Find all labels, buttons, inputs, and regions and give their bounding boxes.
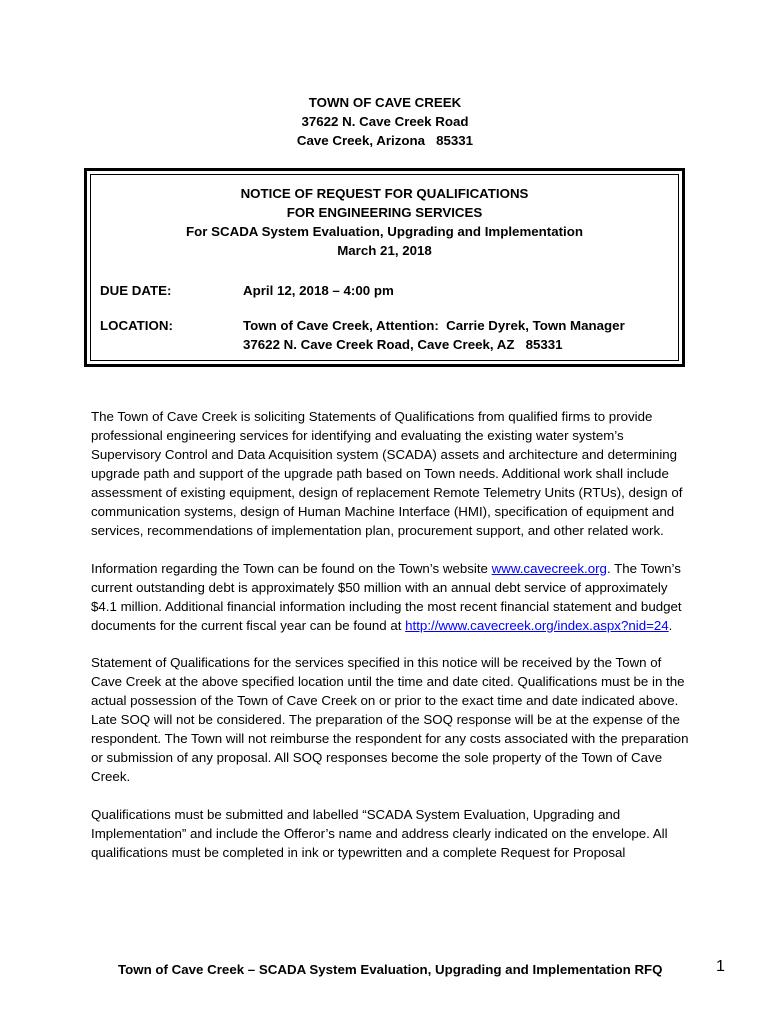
page-footer: Town of Cave Creek – SCADA System Evaluation, Upgrading and Implementation RFQ <box>118 962 663 977</box>
paragraph-solicitation: The Town of Cave Creek is soliciting Statements of Qualifications from qualified firms to provide professional engineering services for identifying and evaluating the existing water system’s Supervisory Control and Data Acquisition system (SCADA) assets and architecture and determining upgrade path and support of the upgrade path based on Town needs. Additional work shall include assessment of existing equipment, design of replacement Remote Telemetry Units (RTUs), design of communication systems, design of Human Machine Interface (HMI), specification of equipment and services, recommendations of implementation plan, procurement support, and other related work. <box>91 409 683 538</box>
due-date-label: DUE DATE: <box>100 283 172 298</box>
notice-box <box>84 168 685 367</box>
location-label: LOCATION: <box>100 318 173 333</box>
location-value <box>243 316 625 354</box>
paragraph-2-text-b: . The Town’s current outstanding debt is approximately $50 million with an annual debt service of approximately $4.1 million. Additional financial information including the most recent financial statement and budget documents for the current fiscal year can be found at <box>91 560 682 633</box>
notice-title-line-2: FOR ENGINEERING SERVICES <box>286 205 483 220</box>
town-name: TOWN OF CAVE CREEK <box>308 95 462 110</box>
notice-title-line-3: For SCADA System Evaluation, Upgrading and Implementation <box>186 224 583 239</box>
notice-box-inner-border <box>90 174 679 361</box>
body-text <box>91 407 689 880</box>
notice-date: March 21, 2018 <box>337 243 432 258</box>
address-line-1: 37622 N. Cave Creek Road <box>301 114 469 129</box>
paragraph-2-text-end: . <box>668 617 673 633</box>
address-line-2: Cave Creek, Arizona 85331 <box>296 133 474 148</box>
due-date-value: April 12, 2018 – 4:00 pm <box>243 283 394 298</box>
paragraph-town-information <box>91 559 689 635</box>
notice-title-line-1: NOTICE OF REQUEST FOR QUALIFICATIONS <box>240 186 529 201</box>
paragraph-2-text-a: Information regarding the Town can be found on the Town’s website <box>91 560 492 576</box>
page-number: 1 <box>716 958 725 975</box>
location-line-2: 37622 N. Cave Creek Road, Cave Creek, AZ 85331 <box>243 337 563 352</box>
financial-info-link[interactable]: http://www.cavecreek.org/index.aspx?nid=24 <box>405 617 669 633</box>
notice-title <box>91 184 678 260</box>
town-website-link[interactable]: www.cavecreek.org <box>491 560 607 576</box>
location-line-1: Town of Cave Creek, Attention: Carrie Dyrek, Town Manager <box>243 318 625 333</box>
document-header <box>0 93 770 150</box>
paragraph-labelling: Qualifications must be submitted and labelled “SCADA System Evaluation, Upgrading and Implementation” and include the Offeror’s name and address clearly indicated on the envelope. All qualifications must be completed in ink or typewritten and a complete Request for Proposal <box>91 806 668 860</box>
paragraph-submission-terms: Statement of Qualifications for the services specified in this notice will be received by the Town of Cave Creek at the above specified location until the time and date cited. Qualifications must be in the actual possession of the Town of Cave Creek on or prior to the exact time and date indicated above. Late SOQ will not be considered. The preparation of the SOQ response will be at the expense of the respondent. The Town will not reimburse the respondent for any costs associated with the preparation or submission of any proposal. All SOQ responses become the sole property of the Town of Cave Creek. <box>91 655 689 784</box>
